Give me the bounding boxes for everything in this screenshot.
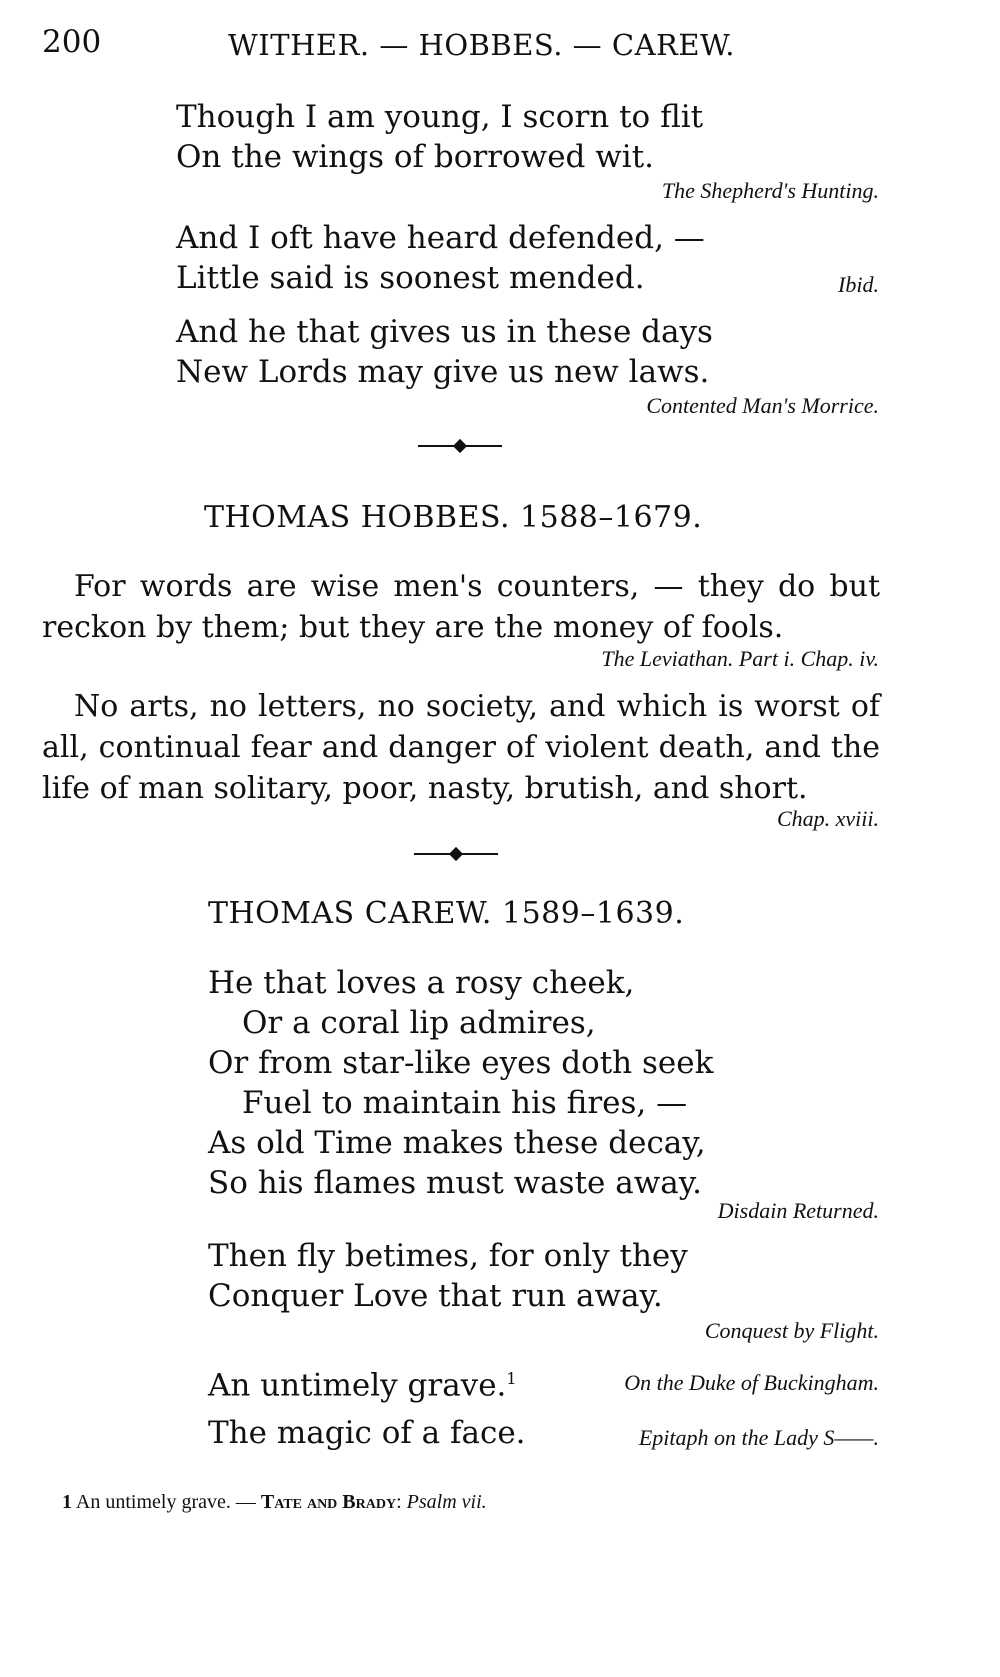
footnote-text: An untimely grave. — [75, 1491, 256, 1513]
source-citation: The Shepherd's Hunting. [661, 178, 879, 203]
hobbes-paragraph-2 [42, 686, 880, 809]
verse-line: And he that gives us in these days [176, 314, 713, 350]
verse-line: As old Time makes these decay, [208, 1125, 706, 1161]
verse-line: He that loves a rosy cheek, [208, 965, 635, 1001]
page-number: 200 [42, 24, 102, 60]
prose-line: No arts, no letters, no society, and which is worst of [74, 689, 880, 724]
wither-quote-3 [176, 312, 713, 392]
footnote-work: Psalm vii. [406, 1491, 487, 1513]
prose-line: life of man solitary, poor, nasty, brutish, and short. [42, 771, 808, 806]
verse-line: New Lords may give us new laws. [176, 354, 710, 390]
carew-quote-4 [208, 1413, 526, 1453]
source-citation: Ibid. [838, 272, 879, 297]
author-heading-hobbes: THOMAS HOBBES. 1588–1679. [204, 500, 703, 535]
footnote-author: Tate and Brady [260, 1491, 397, 1513]
source-citation: Disdain Returned. [717, 1198, 879, 1223]
author-heading-carew: THOMAS CAREW. 1589–1639. [208, 896, 685, 931]
verse-line: Or from star-like eyes doth seek [208, 1045, 714, 1081]
prose-line: For words are wise men's counters, — they do but [74, 569, 880, 604]
footnote-colon: : [396, 1491, 402, 1513]
verse-line: On the wings of borrowed wit. [176, 139, 655, 175]
source-citation: On the Duke of Buckingham. [624, 1370, 879, 1395]
footnote [62, 1491, 487, 1514]
verse-line: Little said is soonest mended. [176, 260, 645, 296]
verse-line: Then fly betimes, for only they [208, 1238, 688, 1274]
source-citation: The Leviathan. Part i. Chap. iv. [601, 646, 879, 671]
source-citation: Conquest by Flight. [704, 1318, 879, 1343]
carew-quote-2 [208, 1236, 688, 1316]
wither-quote-2 [176, 218, 705, 298]
hobbes-paragraph-1 [42, 566, 880, 648]
footnote-number: 1 [62, 1491, 72, 1513]
wither-quote-1 [176, 97, 703, 177]
source-citation: Chap. xviii. [776, 806, 879, 831]
source-citation: Contented Man's Morrice. [646, 393, 879, 418]
running-title: WITHER. — HOBBES. — CAREW. [228, 28, 735, 62]
quote-text: An untimely grave. [208, 1367, 507, 1404]
carew-quote-1 [208, 963, 713, 1203]
verse-line: Or a coral lip admires, [242, 1005, 596, 1041]
footnote-marker: 1 [506, 1369, 517, 1388]
prose-line: all, continual fear and danger of violent death, and the [42, 730, 880, 765]
verse-line: So his flames must waste away. [208, 1165, 702, 1201]
verse-line: And I oft have heard defended, — [176, 220, 705, 256]
carew-quote-3 [208, 1359, 517, 1405]
prose-line: reckon by them; but they are the money of fools. [42, 610, 784, 645]
verse-line: Conquer Love that run away. [208, 1278, 663, 1314]
verse-line: Fuel to maintain his fires, — [242, 1085, 688, 1121]
source-citation: Epitaph on the Lady S——. [638, 1425, 879, 1450]
quote-text: The magic of a face. [208, 1415, 526, 1451]
verse-line: Though I am young, I scorn to flit [176, 99, 704, 135]
